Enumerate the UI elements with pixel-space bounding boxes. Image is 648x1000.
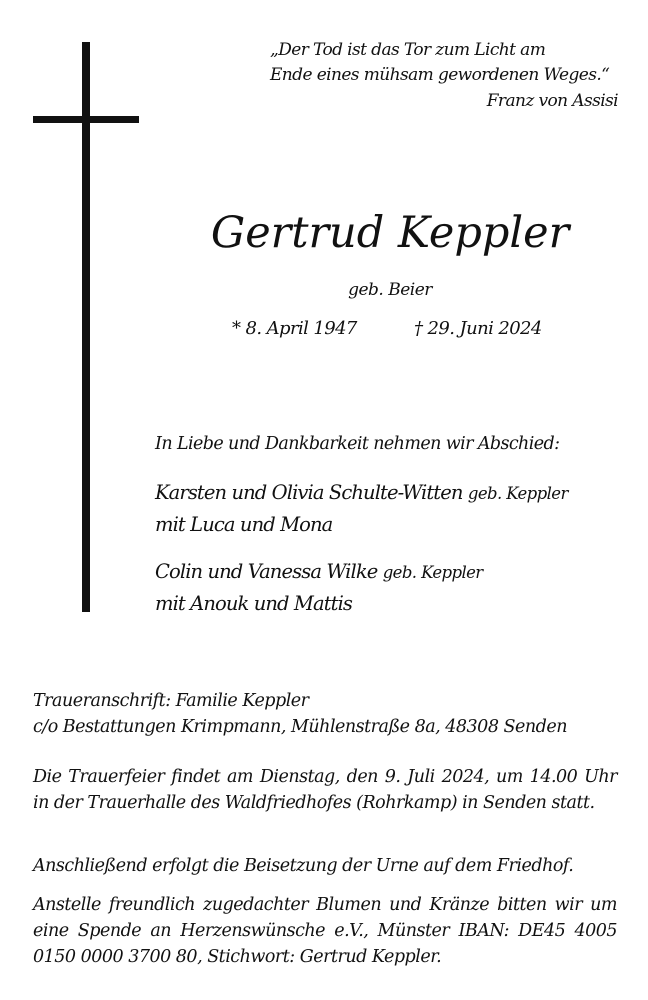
- mourner-names: Karsten und Olivia Schulte-Witten: [155, 481, 463, 504]
- mourner-names-row: [155, 477, 568, 509]
- birth-date: * 8. April 1947: [232, 318, 357, 339]
- quote-author: Franz von Assisi: [486, 91, 618, 111]
- mourner-note: geb. Keppler: [467, 484, 568, 503]
- quote-block: [270, 38, 618, 114]
- mourner-note: geb. Keppler: [382, 563, 483, 582]
- maiden-name: geb. Beier: [348, 280, 432, 300]
- mourner-children: mit Luca und Mona: [155, 513, 333, 536]
- cross-vertical-bar: [82, 42, 90, 612]
- mourner-children: mit Anouk und Mattis: [155, 592, 353, 615]
- mourner-family: [155, 556, 483, 619]
- death-date: † 29. Juni 2024: [414, 318, 542, 339]
- farewell-line: In Liebe und Dankbarkeit nehmen wir Abschied:: [155, 434, 560, 454]
- mourner-family: [155, 477, 568, 540]
- mourning-address: [33, 688, 617, 740]
- deceased-name: Gertrud Keppler: [210, 208, 570, 258]
- cross-horizontal-bar: [33, 116, 139, 123]
- donation-paragraph: Anstelle freundlich zugedachter Blumen und Kränze bitten wir um eine Spende an Herzenswünsche e.V., Münster IBAN: DE45 4005 0150 0000 3700 80, Stichwort: Gertrud Keppler.: [33, 895, 617, 967]
- quote-line-1: „Der Tod ist das Tor zum Licht am: [270, 40, 546, 60]
- address-line-2: c/o Bestattungen Krimpmann, Mühlenstraße 8a, 48308 Senden: [33, 717, 567, 737]
- address-line-1: Traueranschrift: Familie Keppler: [33, 691, 309, 711]
- burial-paragraph: Anschließend erfolgt die Beisetzung der Urne auf dem Friedhof.: [33, 856, 574, 876]
- ceremony-paragraph: Die Trauerfeier findet am Dienstag, den 9. Juli 2024, um 14.00 Uhr in der Trauerhalle des Waldfriedhofes (Rohrkamp) in Senden statt.: [33, 767, 617, 813]
- mourner-names-row: [155, 556, 483, 588]
- mourner-names: Colin und Vanessa Wilke: [155, 560, 378, 583]
- quote-line-2: Ende eines mühsam gewordenen Weges.“: [270, 65, 610, 85]
